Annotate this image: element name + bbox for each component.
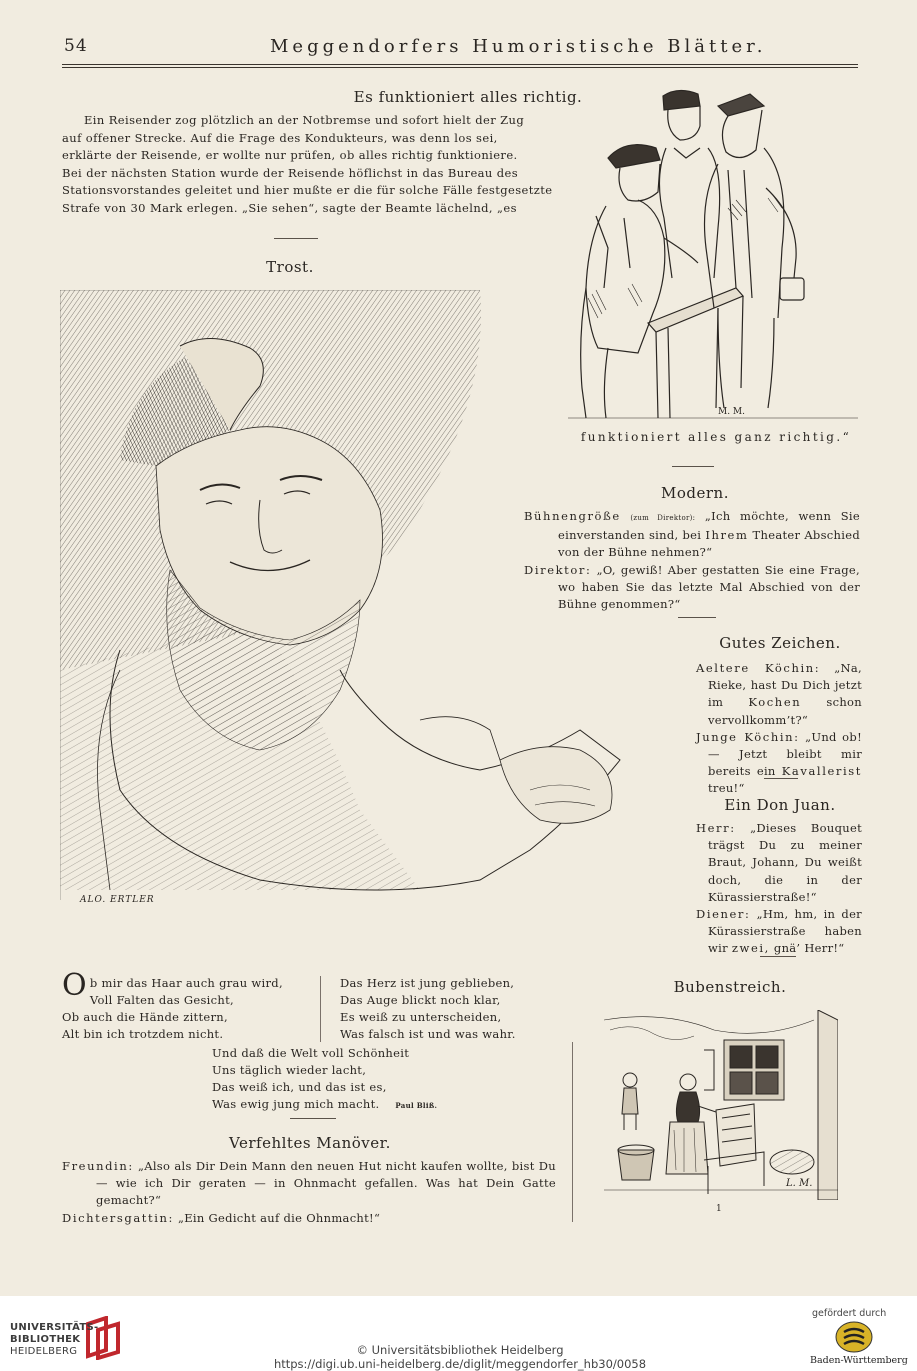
- poem-title-trost: Trost.: [266, 258, 314, 276]
- page-number: 54: [64, 36, 88, 56]
- article-title-verfehltes-manoever: Verfehltes Manöver.: [229, 1134, 391, 1152]
- verse-left: [62, 968, 312, 1043]
- bubenstreich-illustration: [604, 1010, 838, 1200]
- speaker: Dichtersgattin:: [62, 1210, 174, 1225]
- verse-line: Voll Falten das Gesicht,: [89, 993, 234, 1007]
- article-title-bubenstreich: Bubenstreich.: [673, 978, 787, 996]
- artist-signature: ALO. ERTLER: [80, 895, 155, 905]
- header-rule-double: [62, 67, 858, 68]
- dialog-don-juan: [696, 820, 862, 958]
- article-title-modern: Modern.: [661, 484, 729, 502]
- verse-line: Ob auch die Hände zittern,: [62, 1010, 228, 1024]
- article-caption: funktioniert alles ganz richtig.“: [580, 430, 852, 444]
- verse-bottom: [212, 1045, 492, 1114]
- text-line: Strafe von 30 Mark erlegen. „Sie sehen“, sagte der Beamte lächelnd, „es: [62, 200, 517, 215]
- dialog-line: Direktor: „O, gewiß! Aber gestatten Sie eine Frage, wo haben Sie das letzte Mal Abschied von der Bühne genommen?“: [524, 562, 860, 612]
- text-line: erklärte der Reisende, er wollte nur prüfen, ob alles richtig funktioniere.: [62, 148, 518, 163]
- speaker: Bühnengröße: [524, 509, 621, 523]
- text-line: Stationsvorstandes geleitet und hier mußte er die für solche Fälle festgesetzte: [62, 183, 553, 198]
- sponsor-name: Baden-Württemberg: [810, 1355, 908, 1366]
- dialog-line: Junge Köchin: „Und ob! — Jetzt bleibt mir bereits ein Kavallerist treu!“: [696, 729, 862, 796]
- separator: [274, 238, 318, 239]
- library-name: UNIVERSITÄTS- BIBLIOTHEK HEIDELBERG: [10, 1322, 99, 1357]
- separator: [760, 956, 796, 957]
- baden-wuerttemberg-crest-icon: [834, 1320, 874, 1354]
- drop-cap: O: [62, 968, 87, 1003]
- dialog-line: Dichtersgattin: „Ein Gedicht auf die Ohnmacht!“: [62, 1210, 381, 1225]
- dialog-gutes-zeichen: [696, 660, 862, 798]
- separator: [764, 778, 798, 779]
- verse-line: Das weiß ich, und das ist es,: [212, 1080, 387, 1094]
- speaker: Aeltere Köchin:: [696, 661, 821, 675]
- verse-line: Was falsch ist und was wahr.: [340, 1027, 516, 1041]
- verse-line: Alt bin ich trotzdem nicht.: [62, 1027, 224, 1041]
- separator: [672, 466, 714, 467]
- article-title-don-juan: Ein Don Juan.: [724, 796, 836, 814]
- illustration-signature: L. M.: [786, 1178, 813, 1189]
- verse-line: Das Herz ist jung geblieben,: [340, 976, 515, 990]
- separator: [290, 1118, 336, 1119]
- speaker: Herr:: [696, 821, 736, 835]
- separator: [678, 617, 716, 618]
- dialog-modern: [524, 508, 860, 613]
- speaker: Direktor:: [524, 562, 592, 577]
- dialog-line: Diener: „Hm, hm, in der Kürassierstraße haben wir zwei, gnä’ Herr!“: [696, 907, 862, 956]
- dialog-line: Freundin: „Also als Dir Dein Mann den neuen Hut nicht kaufen wollte, bist Du — wie ich Dir geraten — in Ohnmacht gefallen. Was hat Dein Gatte gemacht?“: [62, 1159, 556, 1208]
- verse-line: Und daß die Welt voll Schönheit: [212, 1046, 410, 1060]
- speaker: Diener:: [696, 907, 751, 922]
- poem-author: Paul Bliß.: [395, 1101, 438, 1110]
- permalink[interactable]: https://digi.ub.uni-heidelberg.de/diglit/meggendorfer_hb30/0058: [273, 1357, 647, 1371]
- text-line: Ein Reisender zog plötzlich an der Notbremse und sofort hielt der Zug: [84, 113, 525, 127]
- verse-line: Es weiß zu unterscheiden,: [340, 1010, 502, 1024]
- footnote-marker: 1: [716, 1204, 722, 1214]
- verse-line: Uns täglich wieder lacht,: [212, 1063, 367, 1077]
- speaker: Freundin:: [62, 1159, 134, 1173]
- dialog-line: Bühnengröße (zum Direktor): „Ich möchte, wenn Sie einverstanden sind, bei Ihrem Theater Abschied von der Bühne nehmen?“: [524, 509, 860, 560]
- dialog-manoever: [62, 1158, 556, 1227]
- header-rule: [62, 64, 858, 65]
- article-body-es-funktioniert: [62, 112, 556, 218]
- text-line: Bei der nächsten Station wurde der Reisende höflichst in das Bureau des: [62, 165, 519, 180]
- verse-divider: [320, 976, 321, 1042]
- article-title-gutes-zeichen: Gutes Zeichen.: [719, 634, 841, 652]
- magazine-title: Meggendorfers Humoristische Blätter.: [270, 36, 767, 57]
- copyright-notice: © Universitätsbibliothek Heidelberg: [356, 1343, 564, 1357]
- column-divider: [572, 1042, 573, 1222]
- verse-line: Das Auge blickt noch klar,: [340, 993, 501, 1007]
- verse-line: Ob mir das Haar auch grau wird,: [62, 968, 283, 1003]
- verse-right: [340, 975, 570, 1043]
- article-title-es-funktioniert: Es funktioniert alles richtig.: [353, 88, 583, 106]
- text-line: auf offener Strecke. Auf die Frage des Kondukteurs, was denn los sei,: [62, 130, 498, 145]
- speaker: Junge Köchin:: [696, 729, 800, 744]
- verse-line: Was ewig jung mich macht. Paul Bliß.: [212, 1097, 438, 1111]
- sponsor-label: gefördert durch: [812, 1308, 887, 1319]
- dialog-line: Aeltere Köchin: „Na, Rieke, hast Du Dich jetzt im Kochen schon vervollkomm’t?“: [696, 661, 862, 727]
- illustration-signature: M. M.: [718, 407, 746, 417]
- dialog-line: Herr: „Dieses Bouquet trägst Du zu meiner Braut, Johann, Du weißt doch, die in der Kürassierstraße!“: [696, 821, 862, 904]
